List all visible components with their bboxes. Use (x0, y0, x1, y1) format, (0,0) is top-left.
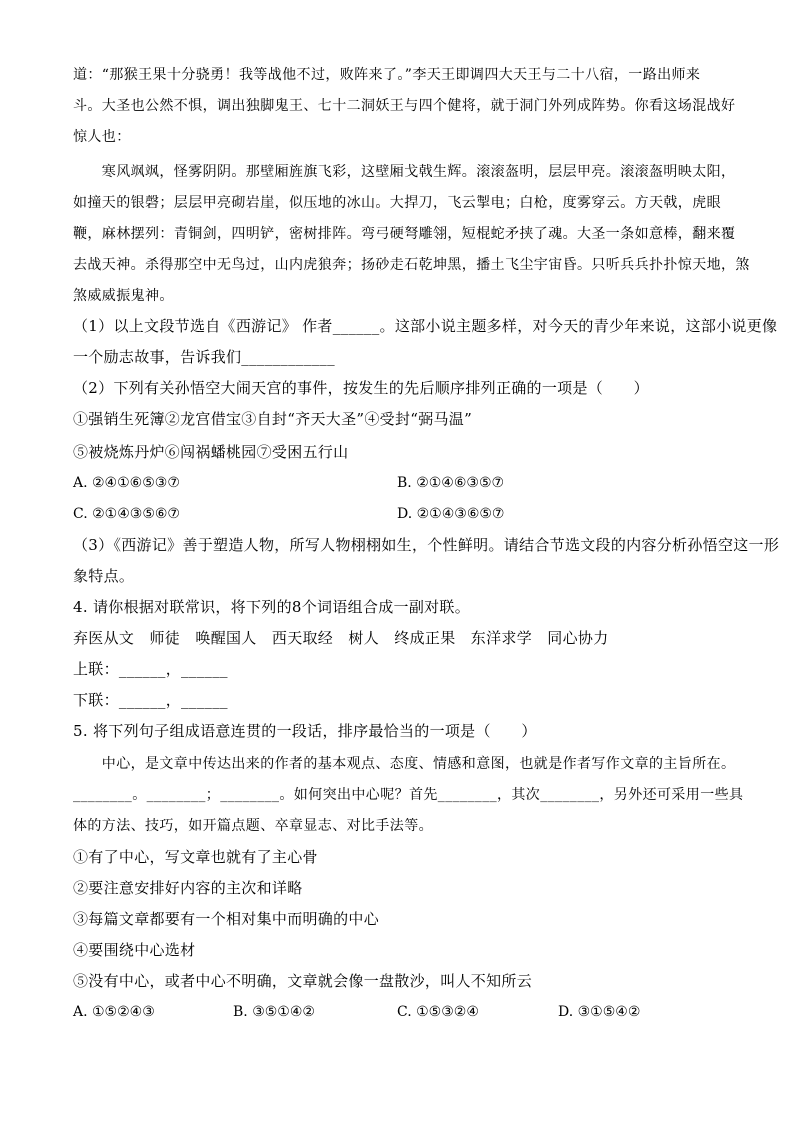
q5-option-a: A. ①⑤②④③ (73, 1004, 155, 1020)
q3-option-d: D. ②①④③⑥⑤⑦ (397, 506, 505, 522)
q5-option-d: D. ③①⑤④② (558, 1004, 641, 1020)
passage-line-3: 惊人也： (73, 129, 131, 145)
q3-sub1-line1: （1）以上文段节选自《西游记》 作者______。这部小说主题多样，对今天的青少年来说，这部小说更像 (73, 317, 778, 335)
q5-option-b: B. ③⑤①④② (233, 1004, 315, 1020)
q3-sub2-stem: （2）下列有关孙悟空大闹天宫的事件，按发生的先后顺序排列正确的一项是（ ） (73, 379, 649, 397)
q5-paragraph-line2: ________。________；________。如何突出中心呢？首先________，其次________，另外还可采用一些具 (73, 787, 744, 803)
q3-sub2-items-line1: ①强销生死簿②龙宫借宝③自封“齐天大圣”④受封“弼马温” (73, 410, 473, 428)
passage-line-6: 鞭，麻林摆列：青铜剑，四明铲，密树排阵。弯弓硬弩雕翎，短棍蛇矛挟了魂。大圣一条如意棒，翻来覆 (73, 226, 736, 242)
q4-lower-couplet: 下联：______，______ (73, 691, 228, 709)
q3-sub2-items-line2: ⑤被烧炼丹炉⑥闯祸蟠桃园⑦受困五行山 (73, 443, 349, 461)
passage-line-1: 道：“那猴王果十分骁勇！我等战他不过，败阵来了。”李天王即调四大天王与二十八宿，一路出师来 (73, 67, 701, 83)
q3-option-a: A. ②④①⑥⑤③⑦ (73, 475, 180, 491)
q3-sub3-line2: 象特点。 (73, 567, 135, 585)
q3-option-b: B. ②①④⑥③⑤⑦ (397, 475, 505, 491)
q5-item-5: ⑤没有中心，或者中心不明确，文章就会像一盘散沙，叫人不知所云 (73, 972, 533, 990)
q5-item-2: ②要注意安排好内容的主次和详略 (73, 879, 303, 897)
q3-sub1-line2: 一个励志故事，告诉我们____________ (73, 348, 335, 366)
q5-paragraph-line1: 中心，是文章中传达出来的作者的基本观点、态度、情感和意图，也就是作者写作文章的主旨所在。 (73, 756, 736, 772)
passage-line-5: 如撞天的银磬；层层甲亮砌岩崖，似压地的冰山。大捍刀，飞云掣电；白枪，度雾穿云。方天戟，虎眼 (73, 195, 721, 211)
q3-sub3-line1: （3）《西游记》善于塑造人物，所写人物栩栩如生，个性鲜明。请结合节选文段的内容分析孙悟空这一形 (73, 536, 780, 554)
q5-stem: 5. 将下列句子组成语意连贯的一段话，排序最恰当的一项是（ ） (73, 722, 537, 740)
passage-line-7: 去战天神。杀得那空中无鸟过，山内虎狼奔；扬砂走石乾坤黑，播土飞尘宇宙昏。只听兵兵扑扑惊天地，煞 (73, 257, 750, 273)
passage-line-4: 寒风飒飒，怪雾阴阴。那壁厢旌旗飞彩，这壁厢戈戟生辉。滚滚盔明，层层甲亮。滚滚盔明映太阳， (73, 164, 736, 180)
q5-option-c: C. ①⑤③②④ (397, 1004, 479, 1020)
q4-stem: 4. 请你根据对联常识，将下列的8个词语组合成一副对联。 (73, 598, 471, 616)
passage-line-2: 斗。大圣也公然不惧，调出独脚鬼王、七十二洞妖王与四个健将，就于洞门外列成阵势。你看这场混战好 (73, 98, 736, 114)
q4-upper-couplet: 上联：______，______ (73, 660, 228, 678)
q5-item-3: ③每篇文章都要有一个相对集中而明确的中心 (73, 910, 380, 928)
passage-line-8: 煞威威振鬼神。 (73, 288, 174, 304)
q3-option-c: C. ②①④③⑤⑥⑦ (73, 506, 180, 522)
q5-item-4: ④要围绕中心选材 (73, 941, 196, 959)
q5-paragraph-line3: 体的方法、技巧，如开篇点题、卒章显志、对比手法等。 (73, 818, 433, 834)
q4-word-list: 弃医从文 师徒 唤醒国人 西天取经 树人 终成正果 东洋求学 同心协力 (73, 629, 609, 647)
q5-item-1: ①有了中心，写文章也就有了主心骨 (73, 848, 318, 866)
